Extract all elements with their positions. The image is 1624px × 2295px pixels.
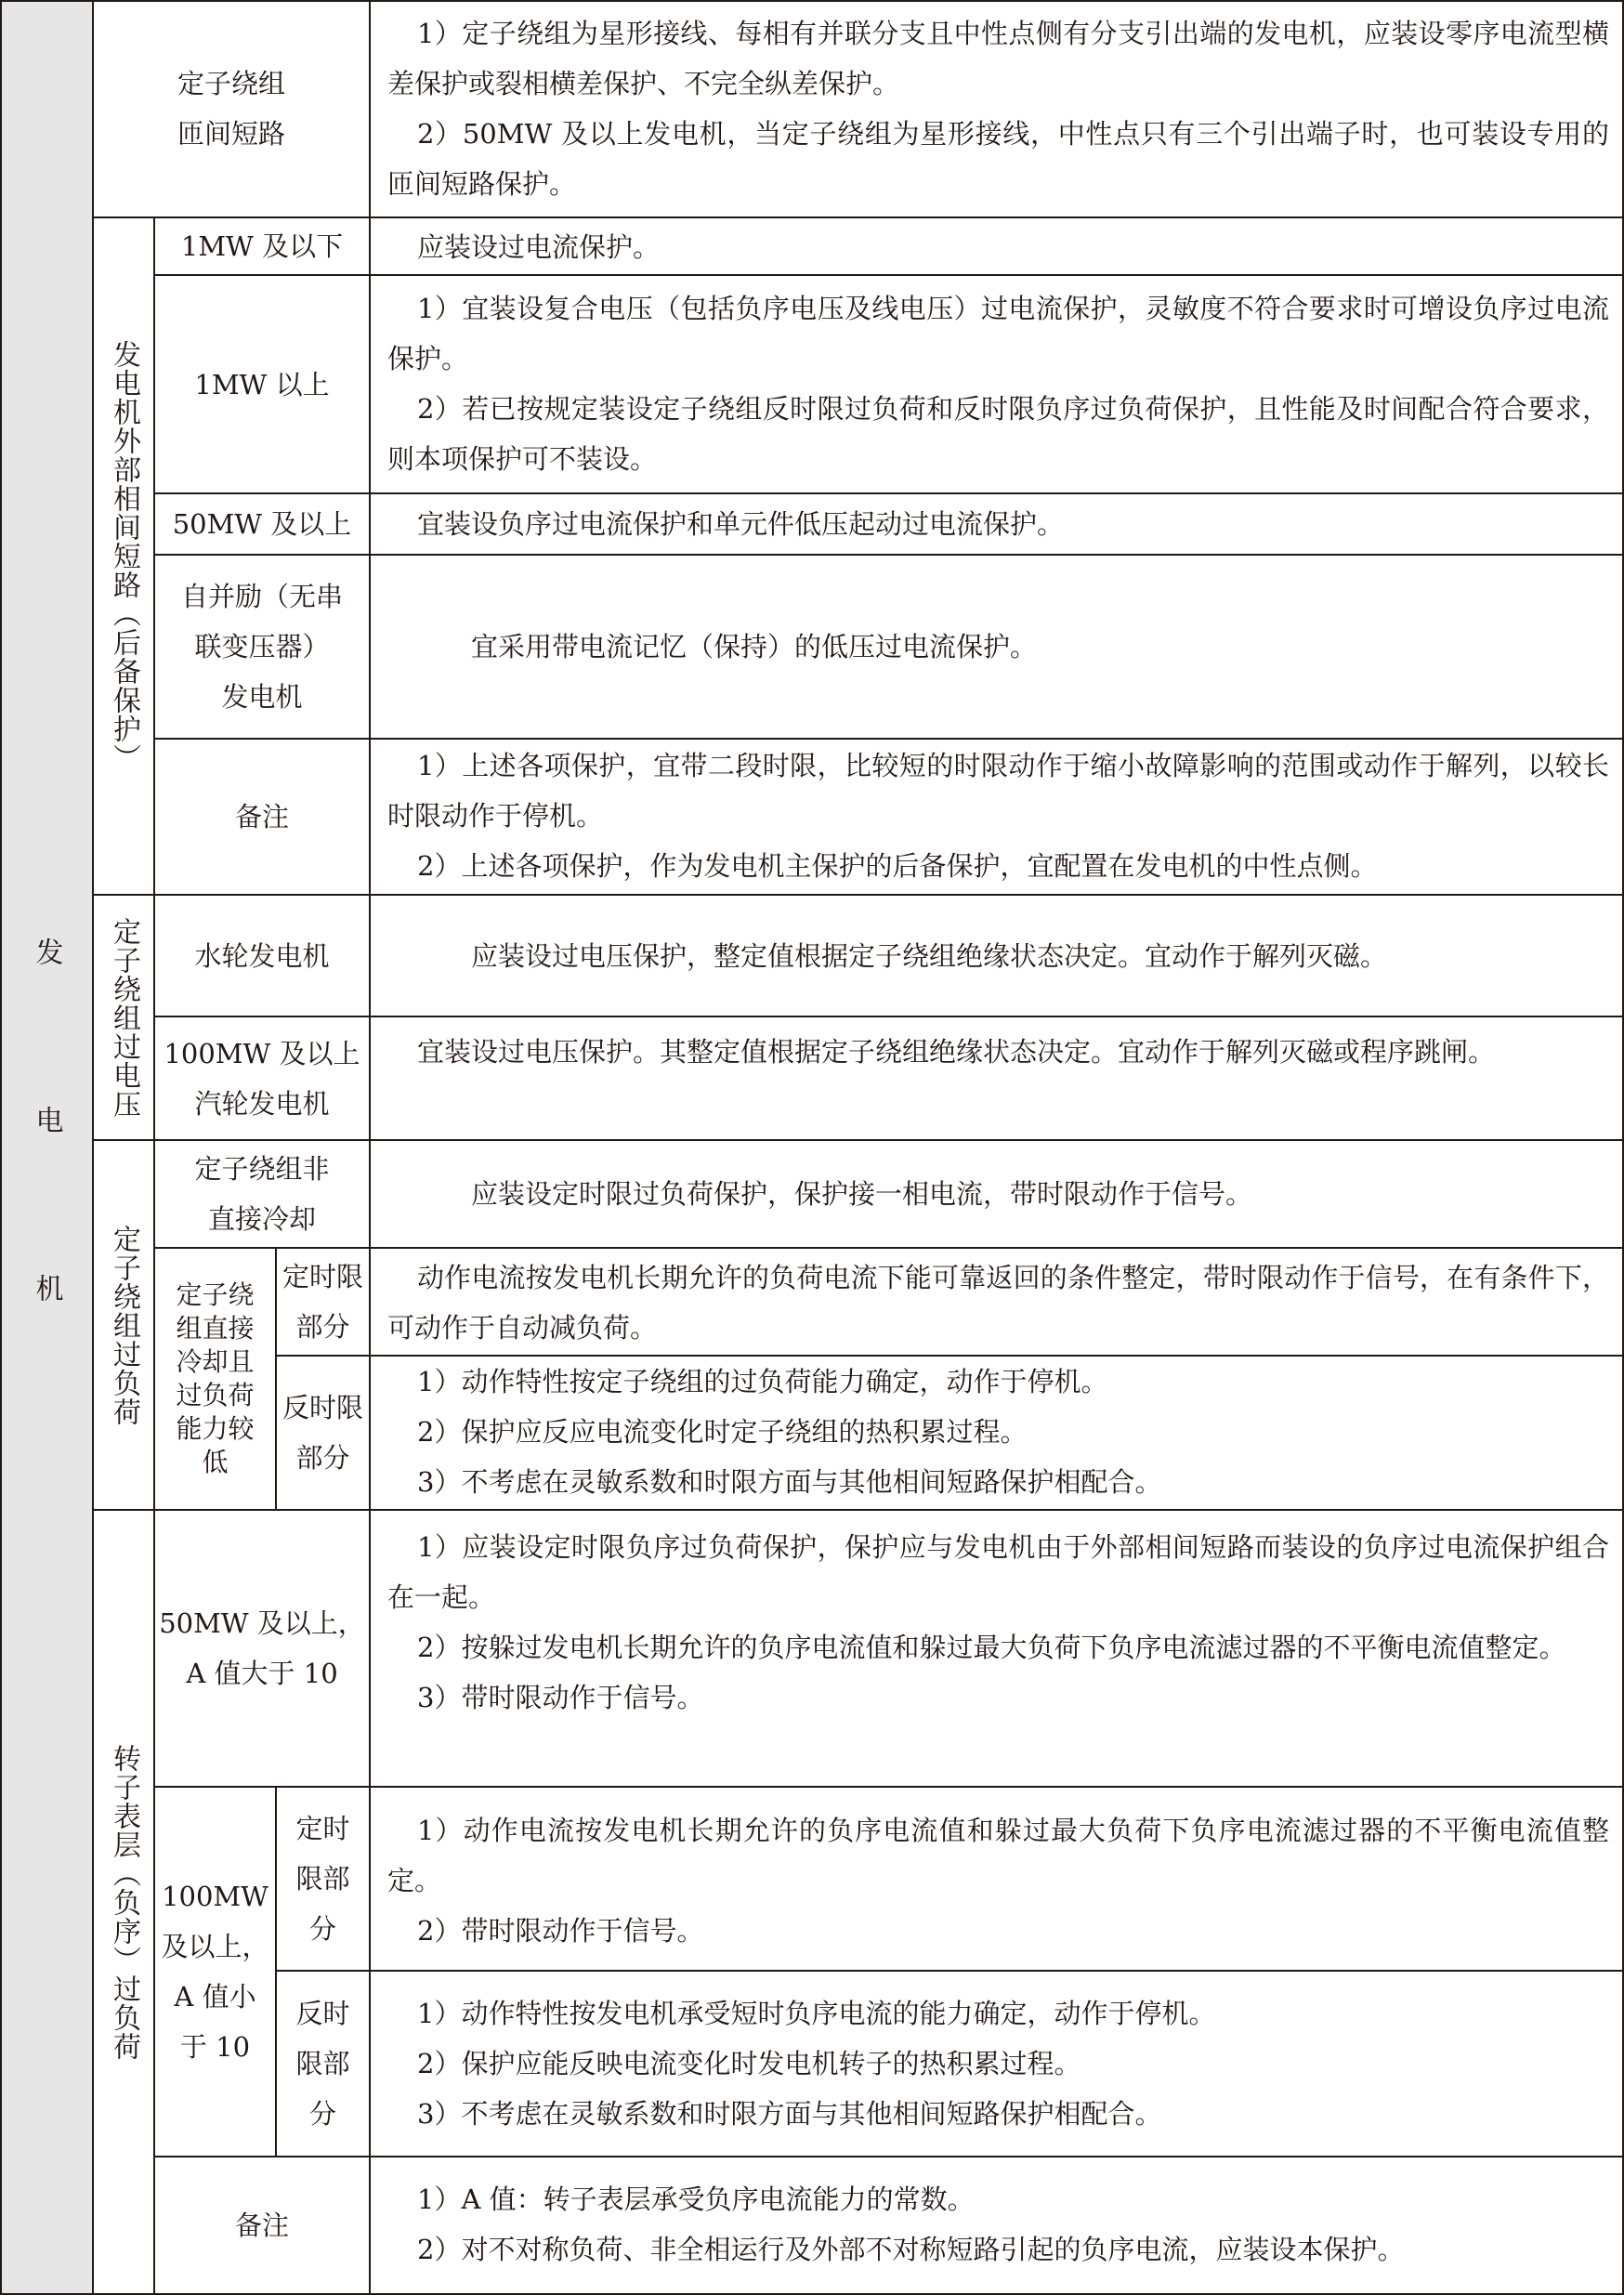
sub-content [371,1249,1624,1357]
sub-content [371,740,1624,896]
content-item: 3）不考虑在灵敏系数和时限方面与其他相间短路保护相配合。 [417,1466,1162,1498]
category-label: 发 电 机 [30,938,63,1356]
content-item: 1）应装设定时限负序过负荷保护，保护应与发电机由于外部相间短路而装设的负序过电流保护组合在一起。 [387,1531,1609,1613]
content-item: 应装设定时限过负荷保护，保护接一相电流，带时限动作于信号。 [471,1178,1253,1210]
content-item: 1）定子绕组为星形接线、每相有并联分支且中性点侧有分支引出端的发电机，应装设零序电流型横差保护或裂相横差保护、不完全纵差保护。 [387,18,1609,99]
content-item: 3）不考虑在灵敏系数和时限方面与其他相间短路保护相配合。 [417,2098,1162,2130]
group-external-phase-fault: 发电机外部相间短路（后备保护） [94,218,155,896]
content-item: 2）50MW 及以上发电机，当定子绕组为星形接线，中性点只有三个引出端子时，也可装设专用的匝间短路保护。 [387,118,1609,200]
sub-content [371,1788,1624,1972]
content-item: 1）动作电流按发电机长期允许的负序电流值和躲过最大负荷下负序电流滤过器的不平衡电流值整定。 [387,1815,1609,1896]
content-item: 2）保护应能反映电流变化时发电机转子的热积累过程。 [417,2048,1081,2079]
sub-label: 备注 [155,740,371,896]
group-stator-overvoltage: 定子绕组过电压 [94,896,155,1141]
sub-label: 反时限 部分 [277,1357,371,1511]
content-item: 2）上述各项保护，作为发电机主保护的后备保护，宜配置在发电机的中性点侧。 [417,850,1378,882]
sub-label: 100MW 及以上 汽轮发电机 [155,1017,371,1141]
content-item: 1）动作特性按定子绕组的过负荷能力确定，动作于停机。 [417,1366,1108,1397]
sub-content [371,1357,1624,1511]
content-item: 应装设过电流保护。 [417,231,661,263]
sub-content [371,276,1624,494]
sub-label: 1MW 及以下 [155,218,371,276]
sub-content [371,2157,1624,2295]
category-cell [0,0,94,2295]
sub-label: 定子绕组非 直接冷却 [155,1141,371,1249]
content-item: 1）上述各项保护，宜带二段时限，比较短的时限动作于缩小故障影响的范围或动作于解列，以较长时限动作于停机。 [387,750,1609,832]
sub-label: 水轮发电机 [155,896,371,1017]
sub-label: 自并励（无串 联变压器） 发电机 [155,556,371,740]
sub-label: 定子绕 组直接 冷却且 过负荷 能力较 低 [155,1249,277,1511]
content-item: 1）A 值：转子表层承受负序电流能力的常数。 [417,2184,975,2215]
group-rotor-surface: 转子表层（负序）过负荷 [94,1511,155,2295]
table-top-border [0,0,1624,2]
content-item: 2）对不对称负荷、非全相运行及外部不对称短路引起的负序电流，应装设本保护。 [417,2234,1405,2265]
sub-content [371,1972,1624,2157]
sub-content [371,494,1624,556]
sub-label: 定时 限部 分 [277,1788,371,1972]
sub-content [371,1141,1624,1249]
sub-content [371,556,1624,740]
sub-content [371,896,1624,1017]
content-item: 动作电流按发电机长期允许的负荷电流下能可靠返回的条件整定，带时限动作于信号，在有条件下，可动作于自动减负荷。 [387,1262,1609,1344]
group-stator-overload: 定子绕组过负荷 [94,1141,155,1511]
content-item: 应装设过电压保护，整定值根据定子绕组绝缘状态决定。宜动作于解列灭磁。 [471,939,1388,972]
content-item: 1）宜装设复合电压（包括负序电压及线电压）过电流保护，灵敏度不符合要求时可增设负序过电流保护。 [387,293,1609,374]
content-item: 2）保护应反应电流变化时定子绕组的热积累过程。 [417,1416,1028,1448]
row-stator-interturn-content [371,0,1624,218]
sub-label: 反时 限部 分 [277,1972,371,2157]
sub-label: 定时限 部分 [277,1249,371,1357]
content-item: 宜装设负序过电流保护和单元件低压起动过电流保护。 [417,508,1065,540]
content-item: 3）带时限动作于信号。 [417,1682,704,1713]
content-item: 1）动作特性按发电机承受短时负序电流的能力确定，动作于停机。 [417,1998,1216,2029]
content-item: 2）若已按规定装设定子绕组反时限过负荷和反时限负序过负荷保护，且性能及时间配合符合要求，则本项保护可不装设。 [387,393,1609,475]
sub-content [371,218,1624,276]
sub-label: 100MW 及以上， A 值小 于 10 [155,1788,277,2157]
content-item: 宜采用带电流记忆（保持）的低压过电流保护。 [471,631,1038,662]
sub-label: 备注 [155,2157,371,2295]
sub-label: 1MW 以上 [155,276,371,494]
content-item: 2）带时限动作于信号。 [417,1915,704,1947]
sub-label: 50MW 及以上 [155,494,371,556]
table-left-border [0,0,2,2295]
sub-label: 50MW 及以上， A 值大于 10 [155,1511,371,1788]
row-stator-interturn-label: 定子绕组 匝间短路 [94,0,371,218]
sub-content [371,1511,1624,1788]
content-item: 2）按躲过发电机长期允许的负序电流值和躲过最大负荷下负序电流滤过器的不平衡电流值整定。 [417,1632,1566,1663]
content-item: 宜装设过电压保护。其整定值根据定子绕组绝缘状态决定。宜动作于解列灭磁或程序跳闸。 [417,1036,1496,1068]
sub-content [371,1017,1624,1141]
